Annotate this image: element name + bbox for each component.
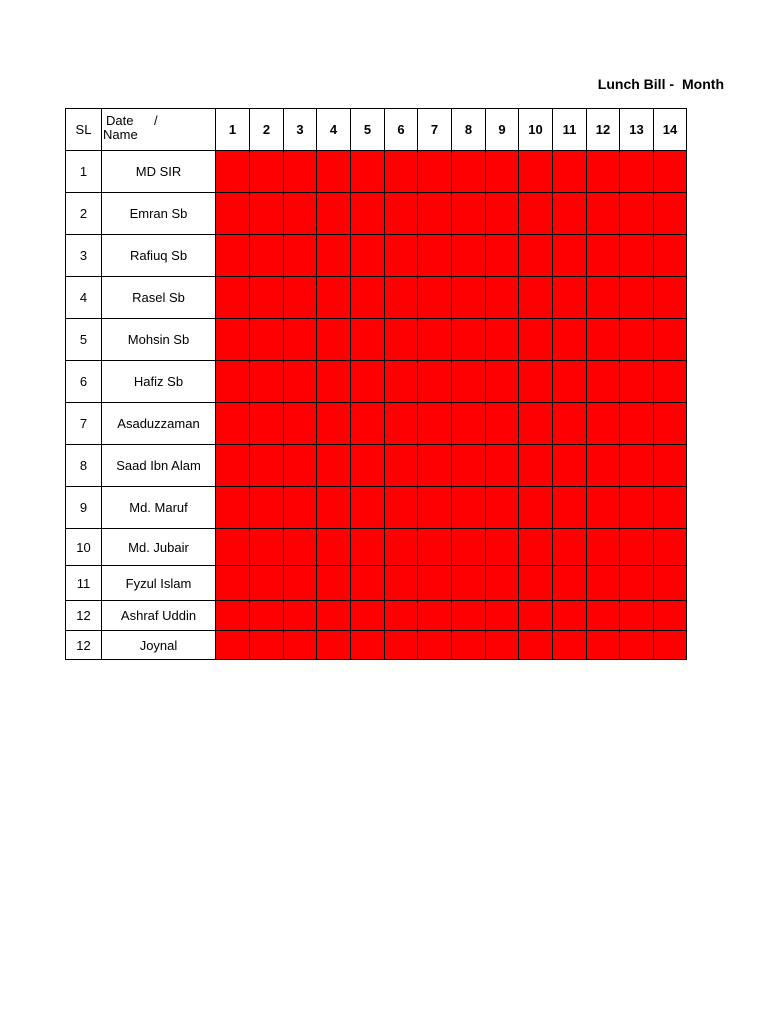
day-cell[interactable] <box>284 193 317 235</box>
day-cell[interactable] <box>654 193 687 235</box>
day-cell[interactable] <box>418 319 452 361</box>
header-day-10: 10 <box>519 109 553 151</box>
row-sl: 5 <box>66 319 102 361</box>
day-cell[interactable] <box>385 529 418 566</box>
day-cell[interactable] <box>385 631 418 660</box>
day-cell[interactable] <box>452 445 486 487</box>
day-cell[interactable] <box>418 361 452 403</box>
row-sl: 10 <box>66 529 102 566</box>
day-cell[interactable] <box>385 566 418 601</box>
header-slash: / <box>154 113 158 128</box>
row-sl: 12 <box>66 601 102 631</box>
header-day-6: 6 <box>385 109 418 151</box>
row-sl: 4 <box>66 277 102 319</box>
day-cell[interactable] <box>250 529 284 566</box>
day-cell[interactable] <box>351 151 385 193</box>
day-cell[interactable] <box>250 631 284 660</box>
day-cell[interactable] <box>284 566 317 601</box>
row-name: Mohsin Sb <box>102 319 216 361</box>
header-day-13: 13 <box>620 109 654 151</box>
day-cell[interactable] <box>620 529 654 566</box>
table-row <box>66 487 687 529</box>
day-cell[interactable] <box>587 445 620 487</box>
day-cell[interactable] <box>216 631 250 660</box>
day-cell[interactable] <box>351 445 385 487</box>
day-cell[interactable] <box>654 566 687 601</box>
row-name: Fyzul Islam <box>102 566 216 601</box>
row-sl: 3 <box>66 235 102 277</box>
day-cell[interactable] <box>587 601 620 631</box>
day-cell[interactable] <box>317 277 351 319</box>
day-cell[interactable] <box>620 151 654 193</box>
table-row <box>66 235 687 277</box>
day-cell[interactable] <box>486 361 519 403</box>
row-name: Joynal <box>102 631 216 660</box>
day-cell[interactable] <box>553 566 587 601</box>
row-sl: 8 <box>66 445 102 487</box>
day-cell[interactable] <box>654 235 687 277</box>
day-cell[interactable] <box>284 361 317 403</box>
day-cell[interactable] <box>351 487 385 529</box>
table-row <box>66 361 687 403</box>
day-cell[interactable] <box>418 487 452 529</box>
day-cell[interactable] <box>216 601 250 631</box>
row-sl: 6 <box>66 361 102 403</box>
day-cell[interactable] <box>418 151 452 193</box>
day-cell[interactable] <box>351 361 385 403</box>
day-cell[interactable] <box>351 631 385 660</box>
day-cell[interactable] <box>385 403 418 445</box>
header-day-9: 9 <box>486 109 519 151</box>
day-cell[interactable] <box>250 151 284 193</box>
day-cell[interactable] <box>452 235 486 277</box>
day-cell[interactable] <box>284 235 317 277</box>
day-cell[interactable] <box>620 631 654 660</box>
day-cell[interactable] <box>250 566 284 601</box>
day-cell[interactable] <box>486 566 519 601</box>
day-cell[interactable] <box>284 445 317 487</box>
day-cell[interactable] <box>654 403 687 445</box>
day-cell[interactable] <box>452 319 486 361</box>
day-cell[interactable] <box>553 487 587 529</box>
table-row <box>66 277 687 319</box>
day-cell[interactable] <box>452 601 486 631</box>
day-cell[interactable] <box>587 566 620 601</box>
day-cell[interactable] <box>587 277 620 319</box>
day-cell[interactable] <box>351 277 385 319</box>
day-cell[interactable] <box>351 319 385 361</box>
day-cell[interactable] <box>351 601 385 631</box>
day-cell[interactable] <box>587 403 620 445</box>
day-cell[interactable] <box>654 529 687 566</box>
day-cell[interactable] <box>452 151 486 193</box>
table-row <box>66 601 687 631</box>
day-cell[interactable] <box>385 601 418 631</box>
row-name: Md. Jubair <box>102 529 216 566</box>
row-sl: 1 <box>66 151 102 193</box>
header-day-11: 11 <box>553 109 587 151</box>
day-cell[interactable] <box>317 403 351 445</box>
day-cell[interactable] <box>250 235 284 277</box>
row-name: MD SIR <box>102 151 216 193</box>
day-cell[interactable] <box>654 151 687 193</box>
day-cell[interactable] <box>317 361 351 403</box>
title-label: Lunch Bill - <box>597 76 675 92</box>
row-name: Emran Sb <box>102 193 216 235</box>
day-cell[interactable] <box>486 319 519 361</box>
day-cell[interactable] <box>452 487 486 529</box>
day-cell[interactable] <box>519 403 553 445</box>
day-cell[interactable] <box>284 529 317 566</box>
day-cell[interactable] <box>620 566 654 601</box>
day-cell[interactable] <box>317 601 351 631</box>
day-cell[interactable] <box>284 403 317 445</box>
day-cell[interactable] <box>418 193 452 235</box>
header-day-2: 2 <box>250 109 284 151</box>
day-cell[interactable] <box>587 151 620 193</box>
day-cell[interactable] <box>587 235 620 277</box>
row-sl: 2 <box>66 193 102 235</box>
day-cell[interactable] <box>519 631 553 660</box>
header-date-label: Date <box>106 113 134 128</box>
day-cell[interactable] <box>385 193 418 235</box>
day-cell[interactable] <box>250 601 284 631</box>
day-cell[interactable] <box>620 361 654 403</box>
day-cell[interactable] <box>284 277 317 319</box>
day-cell[interactable] <box>519 487 553 529</box>
day-cell[interactable] <box>654 319 687 361</box>
day-cell[interactable] <box>250 403 284 445</box>
day-cell[interactable] <box>519 319 553 361</box>
day-cell[interactable] <box>587 487 620 529</box>
day-cell[interactable] <box>418 601 452 631</box>
day-cell[interactable] <box>317 319 351 361</box>
day-cell[interactable] <box>553 235 587 277</box>
day-cell[interactable] <box>250 487 284 529</box>
day-cell[interactable] <box>654 487 687 529</box>
day-cell[interactable] <box>385 319 418 361</box>
table-row <box>66 319 687 361</box>
row-name: Ashraf Uddin <box>102 601 216 631</box>
day-cell[interactable] <box>385 151 418 193</box>
row-name: Asaduzzaman <box>102 403 216 445</box>
day-cell[interactable] <box>587 529 620 566</box>
day-cell[interactable] <box>284 631 317 660</box>
day-cell[interactable] <box>250 193 284 235</box>
day-cell[interactable] <box>418 445 452 487</box>
row-name: Rasel Sb <box>102 277 216 319</box>
day-cell[interactable] <box>418 631 452 660</box>
day-cell[interactable] <box>486 151 519 193</box>
header-day-7: 7 <box>418 109 452 151</box>
day-cell[interactable] <box>620 487 654 529</box>
day-cell[interactable] <box>216 529 250 566</box>
day-cell[interactable] <box>452 403 486 445</box>
header-day-4: 4 <box>317 109 351 151</box>
lunch-bill-table <box>65 108 687 660</box>
day-cell[interactable] <box>519 193 553 235</box>
day-cell[interactable] <box>654 277 687 319</box>
day-cell[interactable] <box>519 566 553 601</box>
day-cell[interactable] <box>654 445 687 487</box>
day-cell[interactable] <box>620 319 654 361</box>
header-name-label: Name <box>103 127 138 142</box>
table-row <box>66 566 687 601</box>
day-cell[interactable] <box>418 403 452 445</box>
day-cell[interactable] <box>385 361 418 403</box>
day-cell[interactable] <box>654 601 687 631</box>
day-cell[interactable] <box>486 277 519 319</box>
table-row <box>66 151 687 193</box>
day-cell[interactable] <box>486 193 519 235</box>
day-cell[interactable] <box>519 529 553 566</box>
day-cell[interactable] <box>553 631 587 660</box>
day-cell[interactable] <box>553 193 587 235</box>
day-cell[interactable] <box>620 193 654 235</box>
table-row <box>66 193 687 235</box>
day-cell[interactable] <box>486 445 519 487</box>
day-cell[interactable] <box>385 487 418 529</box>
day-cell[interactable] <box>452 529 486 566</box>
day-cell[interactable] <box>553 445 587 487</box>
day-cell[interactable] <box>587 193 620 235</box>
day-cell[interactable] <box>654 631 687 660</box>
day-cell[interactable] <box>216 151 250 193</box>
day-cell[interactable] <box>351 529 385 566</box>
day-cell[interactable] <box>519 445 553 487</box>
day-cell[interactable] <box>486 601 519 631</box>
table-row <box>66 529 687 566</box>
day-cell[interactable] <box>317 487 351 529</box>
day-cell[interactable] <box>216 487 250 529</box>
header-day-12: 12 <box>587 109 620 151</box>
day-cell[interactable] <box>519 277 553 319</box>
day-cell[interactable] <box>284 487 317 529</box>
day-cell[interactable] <box>250 277 284 319</box>
day-cell[interactable] <box>385 277 418 319</box>
day-cell[interactable] <box>351 566 385 601</box>
day-cell[interactable] <box>418 566 452 601</box>
day-cell[interactable] <box>317 529 351 566</box>
day-cell[interactable] <box>486 403 519 445</box>
day-cell[interactable] <box>519 151 553 193</box>
header-date-name <box>102 109 216 151</box>
sheet-title <box>598 76 724 92</box>
day-cell[interactable] <box>452 566 486 601</box>
day-cell[interactable] <box>216 277 250 319</box>
day-cell[interactable] <box>620 277 654 319</box>
day-cell[interactable] <box>553 151 587 193</box>
day-cell[interactable] <box>216 235 250 277</box>
day-cell[interactable] <box>486 529 519 566</box>
header-day-14: 14 <box>654 109 687 151</box>
day-cell[interactable] <box>317 193 351 235</box>
day-cell[interactable] <box>351 235 385 277</box>
day-cell[interactable] <box>620 403 654 445</box>
day-cell[interactable] <box>284 601 317 631</box>
day-cell[interactable] <box>351 403 385 445</box>
header-day-1: 1 <box>216 109 250 151</box>
day-cell[interactable] <box>452 277 486 319</box>
title-month-label: Month <box>682 76 724 92</box>
row-name: Md. Maruf <box>102 487 216 529</box>
day-cell[interactable] <box>351 193 385 235</box>
day-cell[interactable] <box>418 529 452 566</box>
day-cell[interactable] <box>519 361 553 403</box>
day-cell[interactable] <box>216 566 250 601</box>
day-cell[interactable] <box>317 566 351 601</box>
row-name: Saad Ibn Alam <box>102 445 216 487</box>
day-cell[interactable] <box>519 235 553 277</box>
day-cell[interactable] <box>216 403 250 445</box>
day-cell[interactable] <box>250 319 284 361</box>
day-cell[interactable] <box>553 601 587 631</box>
day-cell[interactable] <box>553 529 587 566</box>
header-row <box>66 109 687 151</box>
day-cell[interactable] <box>452 631 486 660</box>
day-cell[interactable] <box>553 361 587 403</box>
table-body <box>66 151 687 660</box>
day-cell[interactable] <box>587 361 620 403</box>
day-cell[interactable] <box>587 631 620 660</box>
header-sl: SL <box>66 109 102 151</box>
day-cell[interactable] <box>553 277 587 319</box>
row-sl: 9 <box>66 487 102 529</box>
day-cell[interactable] <box>216 445 250 487</box>
title-area <box>560 74 724 96</box>
day-cell[interactable] <box>486 631 519 660</box>
day-cell[interactable] <box>587 319 620 361</box>
day-cell[interactable] <box>317 445 351 487</box>
day-cell[interactable] <box>452 361 486 403</box>
day-cell[interactable] <box>486 235 519 277</box>
row-sl: 12 <box>66 631 102 660</box>
day-cell[interactable] <box>216 319 250 361</box>
day-cell[interactable] <box>620 601 654 631</box>
row-sl: 7 <box>66 403 102 445</box>
day-cell[interactable] <box>418 235 452 277</box>
day-cell[interactable] <box>284 319 317 361</box>
row-name: Hafiz Sb <box>102 361 216 403</box>
day-cell[interactable] <box>250 445 284 487</box>
day-cell[interactable] <box>519 601 553 631</box>
day-cell[interactable] <box>284 151 317 193</box>
header-day-5: 5 <box>351 109 385 151</box>
day-cell[interactable] <box>385 235 418 277</box>
table-row <box>66 403 687 445</box>
day-cell[interactable] <box>317 631 351 660</box>
day-cell[interactable] <box>385 445 418 487</box>
day-cell[interactable] <box>317 151 351 193</box>
table-row <box>66 445 687 487</box>
day-cell[interactable] <box>216 361 250 403</box>
day-cell[interactable] <box>620 235 654 277</box>
header-day-3: 3 <box>284 109 317 151</box>
day-cell[interactable] <box>654 361 687 403</box>
day-cell[interactable] <box>216 193 250 235</box>
day-cell[interactable] <box>250 361 284 403</box>
day-cell[interactable] <box>553 403 587 445</box>
day-cell[interactable] <box>452 193 486 235</box>
day-cell[interactable] <box>418 277 452 319</box>
row-name: Rafiuq Sb <box>102 235 216 277</box>
row-sl: 11 <box>66 566 102 601</box>
day-cell[interactable] <box>553 319 587 361</box>
table-row <box>66 631 687 660</box>
day-cell[interactable] <box>486 487 519 529</box>
header-day-8: 8 <box>452 109 486 151</box>
day-cell[interactable] <box>317 235 351 277</box>
day-cell[interactable] <box>620 445 654 487</box>
